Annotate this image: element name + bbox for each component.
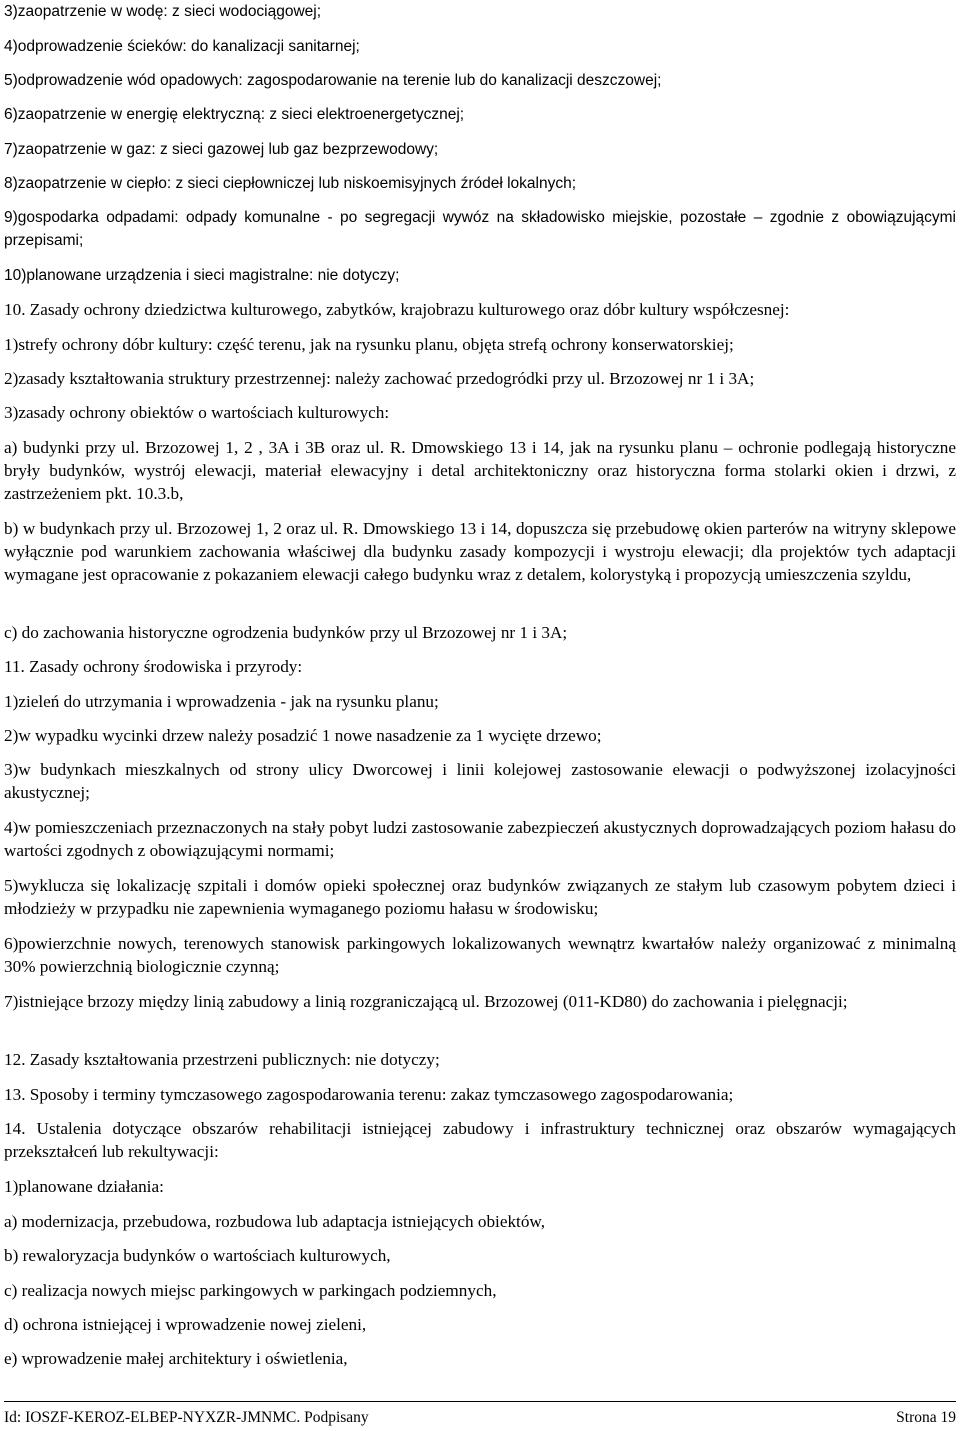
document-id: Id: IOSZF-KEROZ-ELBEP-NYXZR-JMNMC. Podpisany bbox=[4, 1409, 369, 1426]
footer-divider bbox=[4, 1401, 956, 1402]
paragraph-main-networks: 10)planowane urządzenia i sieci magistralne: nie dotyczy; bbox=[4, 267, 400, 284]
section-heading-11: 11. Zasady ochrony środowiska i przyrody: bbox=[4, 657, 303, 676]
paragraph-heat: 8)zaopatrzenie w ciepło: z sieci ciepłowniczej lub niskoemisyjnych źródeł lokalnych; bbox=[4, 175, 577, 192]
list-item-b-buildings: b) w budynkach przy ul. Brzozowej 1, 2 oraz ul. R. Dmowskiego 13 i 14, dopuszcza się przebudowę okien parterów na witryny sklepowe wyłącznie pod warunkiem zachowania właściwej dla budynku zasady kompozycji i wystroju elewacji; dla projektów tych adaptacji wymagane jest opracowanie z pokazaniem elewacji całego budynku wraz z detalem, kolorystyką i propozycją umieszczenia szyldu, bbox=[4, 519, 956, 584]
paragraph-sewage: 4)odprowadzenie ścieków: do kanalizacji sanitarnej; bbox=[4, 38, 360, 55]
paragraph-birch-trees: 7)istniejące brzozy między linią zabudowy a linią rozgraniczającą ul. Brzozowej (011-KD80) do zachowania i pielęgnacji; bbox=[4, 992, 848, 1011]
paragraph-greenery: 1)zieleń do utrzymania i wprowadzenia - jak na rysunku planu; bbox=[4, 692, 439, 711]
list-item-c-parking: c) realizacja nowych miejsc parkingowych w parkingach podziemnych, bbox=[4, 1281, 497, 1300]
paragraph-cultural-objects: 3)zasady ochrony obiektów o wartościach kulturowych: bbox=[4, 403, 390, 422]
paragraph-spatial-structure: 2)zasady kształtowania struktury przestrzennej: należy zachować przedogródki przy ul. Brzozowej nr 1 i 3A; bbox=[4, 369, 755, 388]
paragraph-waste: 9)gospodarka odpadami: odpady komunalne - po segregacji wywóz na składowisko miejskie, pozostałe – zgodnie z obowiązującymi przepisami; bbox=[4, 209, 956, 249]
paragraph-acoustic-facades: 3)w budynkach mieszkalnych od strony ulicy Dworcowej i linii kolejowej zastosowanie elewacji o podwyższonej izolacyjności akustycznej; bbox=[4, 760, 956, 802]
section-heading-13: 13. Sposoby i terminy tymczasowego zagospodarowania terenu: zakaz tymczasowego zagospodarowania; bbox=[4, 1085, 734, 1104]
paragraph-excluded-facilities: 5)wyklucza się lokalizację szpitali i domów opieki społecznej oraz budynków związanych ze stałym lub czasowym pobytem dzieci i młodzieży w przypadku nie zapewnienia wymaganego poziomu hałasu w środowisku; bbox=[4, 876, 956, 918]
paragraph-electricity: 6)zaopatrzenie w energię elektryczną: z sieci elektroenergetycznej; bbox=[4, 106, 465, 123]
paragraph-water-supply: 3)zaopatrzenie w wodę: z sieci wodociągowej; bbox=[4, 3, 322, 20]
list-item-e-small-architecture: e) wprowadzenie małej architektury i oświetlenia, bbox=[4, 1349, 348, 1368]
list-item-a-buildings: a) budynki przy ul. Brzozowej 1, 2 , 3A i 3B oraz ul. R. Dmowskiego 13 i 14, jak na rysunku planu – ochronie podlegają historyczne bryły budynków, wystrój elewacji, materiał elewacyjny i detal architektoniczny oraz historyczna forma stolarki okien i drzwi, z zastrzeżeniem pkt. 10.3.b, bbox=[4, 438, 956, 503]
paragraph-tree-felling: 2)w wypadku wycinki drzew należy posadzić 1 nowe nasadzenie za 1 wycięte drzewo; bbox=[4, 726, 602, 745]
list-item-c-fences: c) do zachowania historyczne ogrodzenia budynków przy ul Brzozowej nr 1 i 3A; bbox=[4, 623, 568, 642]
list-item-a-modernization: a) modernizacja, przebudowa, rozbudowa lub adaptacja istniejących obiektów, bbox=[4, 1212, 546, 1231]
paragraph-gas: 7)zaopatrzenie w gaz: z sieci gazowej lub gaz bezprzewodowy; bbox=[4, 141, 439, 158]
section-heading-10: 10. Zasady ochrony dziedzictwa kulturowego, zabytków, krajobrazu kulturowego oraz dóbr kultury współczesnej: bbox=[4, 300, 790, 319]
list-item-b-revalorization: b) rewaloryzacja budynków o wartościach kulturowych, bbox=[4, 1246, 391, 1265]
paragraph-rainwater: 5)odprowadzenie wód opadowych: zagospodarowanie na terenie lub do kanalizacji deszczowej; bbox=[4, 72, 662, 89]
paragraph-protection-zones: 1)strefy ochrony dóbr kultury: część terenu, jak na rysunku planu, objęta strefą ochrony konserwatorskiej; bbox=[4, 335, 734, 354]
paragraph-acoustic-protection: 4)w pomieszczeniach przeznaczonych na stały pobyt ludzi zastosowanie zabezpieczeń akustycznych doprowadzających poziom hałasu do wartości zgodnych z obowiązującymi normami; bbox=[4, 818, 956, 860]
paragraph-parking-surfaces: 6)powierzchnie nowych, terenowych stanowisk parkingowych lokalizowanych wewnątrz kwartałów należy organizować z minimalną 30% powierzchnią biologicznie czynną; bbox=[4, 934, 956, 976]
paragraph-planned-actions: 1)planowane działania: bbox=[4, 1177, 164, 1196]
list-item-d-greenery: d) ochrona istniejącej i wprowadzenie nowej zieleni, bbox=[4, 1315, 367, 1334]
section-heading-14: 14. Ustalenia dotyczące obszarów rehabilitacji istniejącej zabudowy i infrastruktury technicznej oraz obszarów wymagających przekształceń lub rekultywacji: bbox=[4, 1119, 956, 1161]
section-heading-12: 12. Zasady kształtowania przestrzeni publicznych: nie dotyczy; bbox=[4, 1050, 440, 1069]
page-number: Strona 19 bbox=[896, 1409, 956, 1426]
